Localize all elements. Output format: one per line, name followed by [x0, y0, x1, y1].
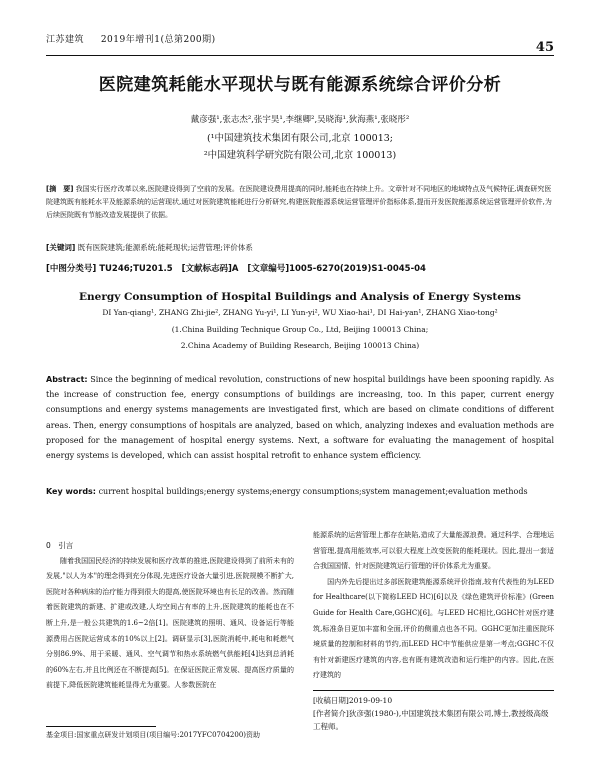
article-number: [文章编号]1005-6270(2019)S1-0045-04: [247, 264, 426, 274]
journal-name: 江苏建筑: [46, 35, 85, 45]
authors-en: DI Yan-qiang¹, ZHANG Zhi-jie², ZHANG Yu-yi¹, LI Yun-yi², WU Xiao-hai¹, DI Hai-yan¹, ZHANG Xiao-tong²: [102, 308, 498, 317]
received-date: [收稿日期]2019-09-10: [313, 696, 393, 705]
received-info: [313, 694, 554, 733]
abstract-en: [46, 372, 554, 463]
abstract-en-text: Since the beginning of medical revolution, constructions of new hospital buildings have been spooning rapidly. As the increase of construction fee, energy consumptions of buildings are increasing, too. In this paper, current energy consumptions and energy systems managements are investigated first, which are based on climate conditions of different areas. Then, energy consumptions of hospitals are analyzed, based on which, analyzing indexes and evaluation methods are proposed for the management of hospital energy systems. Next, a software for evaluating the management of hospital energy systems is developed, which can assist hospital retrofit to enhance system efficiency.: [46, 375, 555, 461]
body-column-left: [46, 538, 294, 694]
body-left-text: 随着我国国民经济的持续发展和医疗改革的推进,医院建设得到了前所未有的发展,"以人为本"的理念得到充分体现,先进医疗设备大量引进,医院规模不断扩大,医院对各种病床的治疗能力得到很大的提高,使医院环境也有长足的改善。然而随着医院建筑的新建、扩建或改建,人均空间占有率的上升,医院建筑的能耗也在不断上升,是一般公共建筑的1.6~2倍[1]。医院建筑的照明、通风、设备运行等能源费用占医院运营成本的10%以上[2]。调研显示[3],医院消耗中,耗电和耗燃气分别86.9%、用于采暖、通风、空气调节和热水系统燃气供能耗[4]达到总消耗的60%左右,并且比例还在不断提高[5]。在保证医院正常发展、提高医疗质量的前提下,降低医院建筑能耗显得尤为重要。人参数医院在: [46, 556, 294, 690]
keywords-cn-text: 既有医院建筑;能源系统;能耗现状;运营管理;评价体系: [77, 243, 253, 252]
received-rule: [313, 690, 554, 691]
body-right-text: 能源系统的运营管理上都存在缺陷,造成了大量能源浪费。通过科学、合理地运营管理,提高用能效率,可以很大程度上改变医院的能耗现状。因此,提出一套适合我国国情、针对医院建筑运行管理的评价体系尤为重要。 国内外先后提出过多部医院建筑能源系统评价指南,较有代表性的为LEED for Healthcare(以下简称LEED HC)[6]以及《绿色建筑评价标准》(Green Guide for Health Care,GGHC)[6]。与LEED HC相比,GGHC针对医疗建筑,标准条目更加丰富和全面,评价的侧重点也各不同。GGHC更加注重医院环境质量的控制和材料的节约,而LEED HC中节能供应是第一考点;GGHC不仅有针对新建医疗建筑的内容,也有既有建筑改造和运行维护的内容。因此,在医疗建筑的: [313, 531, 554, 680]
body-column-right: [313, 528, 554, 684]
abstract-en-label: Abstract:: [46, 375, 88, 384]
abstract-cn-label: [摘 要]: [46, 185, 74, 193]
running-header: [46, 32, 216, 45]
header-rule: [46, 55, 554, 56]
classification-line: [46, 262, 554, 274]
affiliation-cn-1: (¹中国建筑技术集团有限公司,北京 100013;: [206, 133, 394, 144]
title-en: Energy Consumption of Hospital Buildings and Analysis of Energy Systems: [79, 291, 521, 303]
affiliation-en-1: (1.China Building Technique Group Co., Ltd, Beijing 100013 China;: [171, 325, 429, 334]
clc-number: [中图分类号] TU246;TU201.5: [46, 264, 173, 274]
footnote-rule: [46, 726, 156, 727]
funding-footnote: 基金项目:国家重点研发计划项目(项目编号:2017YFC0704200)资助: [46, 731, 261, 739]
keywords-en-text: current hospital buildings;energy systems;energy consumptions;system management;evaluation methods: [98, 487, 528, 496]
abstract-cn: [46, 183, 554, 222]
author-info: [作者简介]狄彦强(1980-),中国建筑技术集团有限公司,博士,教授级高级工程师。: [313, 709, 549, 731]
authors-cn: 戴彦强¹,张志杰²,张宇昊¹,李继卿²,吴晓海¹,狄海燕¹,张晓彤²: [190, 115, 410, 125]
keywords-en: [46, 484, 554, 499]
keywords-cn-label: [关键词]: [46, 243, 76, 252]
abstract-cn-text: 我国实行医疗改革以来,医院建设得到了空前的发展。在医院建设费用提高的同时,能耗也在持续上升。文章针对不同地区的地域特点及气候特征,调查研究医院建筑既有能耗水平及能源系统的运营现状,通过对医院建筑能耗进行分析研究,构建医院能源系统运营管理评价指标体系,提而开发医院能源系统运营管理评价软件,为后续医院既有节能改造发展提供了依据。: [46, 185, 552, 219]
title-cn: 医院建筑耗能水平现状与既有能源系统综合评价分析: [98, 75, 502, 95]
journal-issue: 2019年增刊1(总第200期): [100, 35, 216, 45]
document-code: [文献标志码]A: [181, 264, 239, 274]
affiliation-en-2: 2.China Academy of Building Research, Beijing 100013 China): [180, 341, 420, 350]
keywords-cn: [46, 241, 554, 254]
keywords-en-label: Key words:: [46, 487, 97, 496]
section-heading: 0 引言: [46, 541, 74, 550]
page-number: 45: [535, 40, 554, 55]
affiliation-cn-2: ²中国建筑科学研究院有限公司,北京 100013): [203, 150, 397, 161]
